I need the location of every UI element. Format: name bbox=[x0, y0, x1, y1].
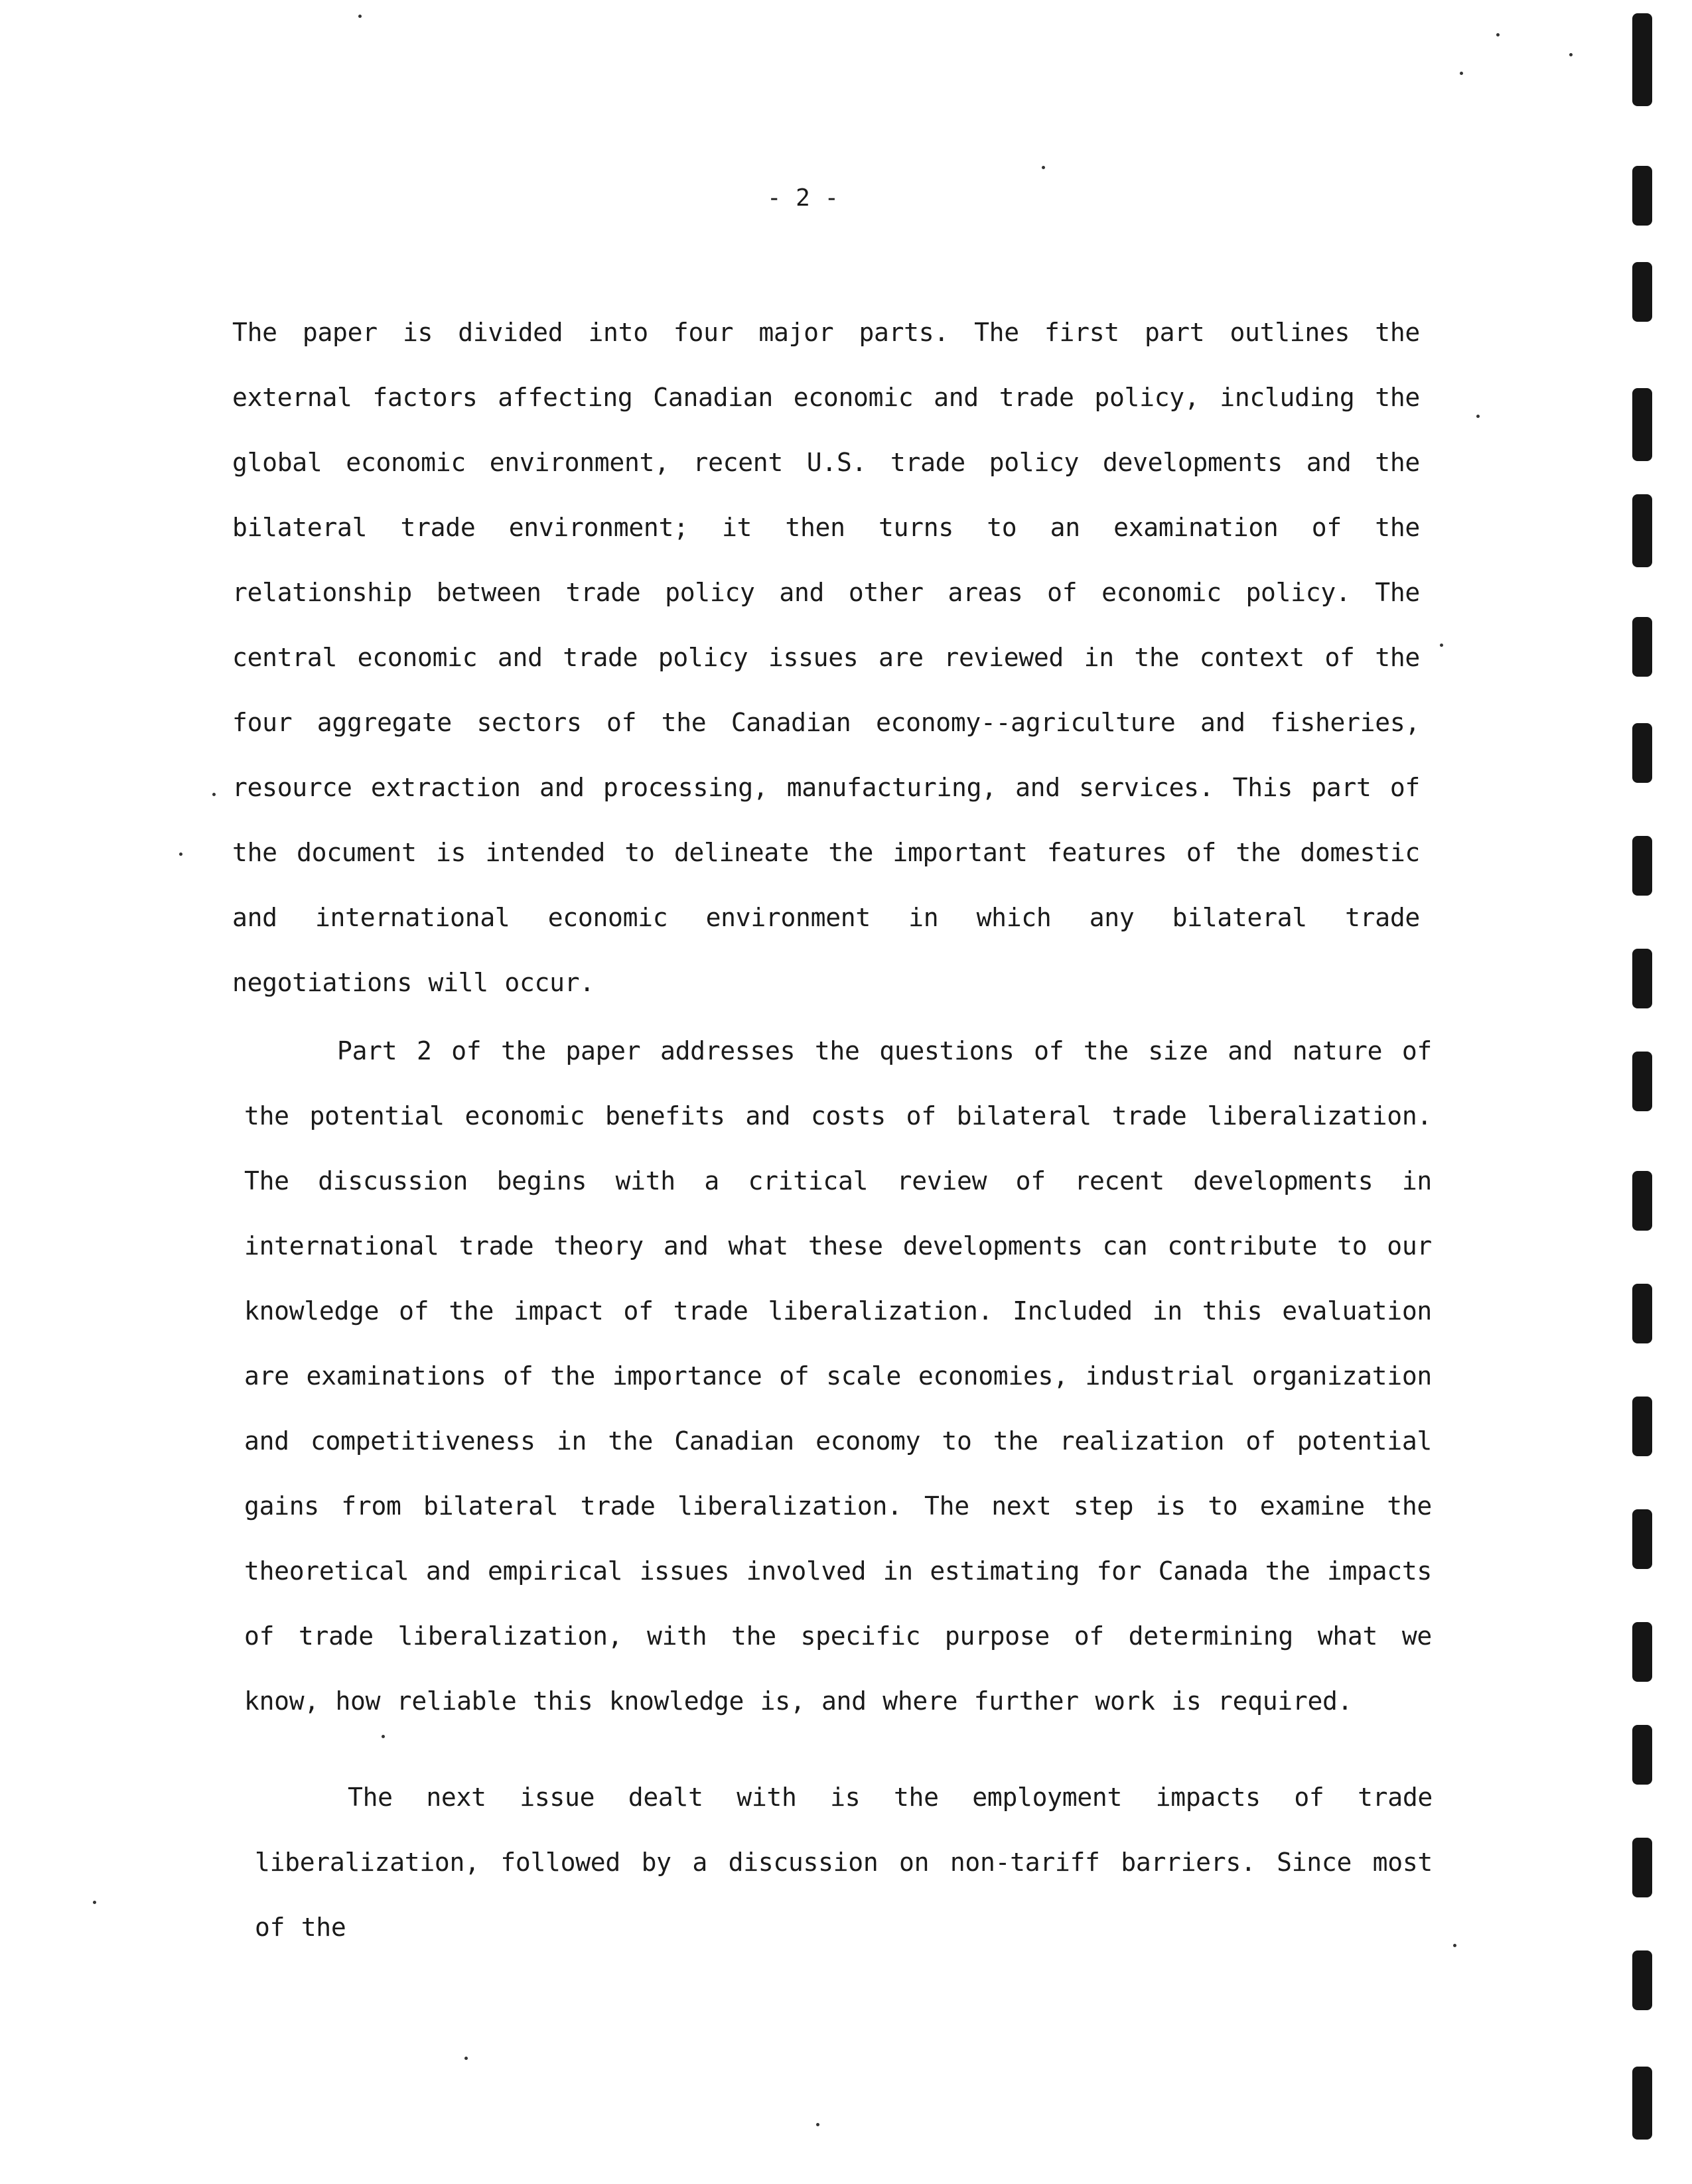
binder-mark bbox=[1632, 949, 1652, 1008]
scan-speck bbox=[1569, 53, 1573, 56]
scan-speck bbox=[1453, 1944, 1456, 1947]
paragraph-2 bbox=[244, 1018, 1432, 1734]
paragraph-1-text: The paper is divided into four major parts. The first part outlines the external factors affecting Canadian economic and trade policy, including the global economic environment, recent U.S. trade policy developments and the bilateral trade environment; it then turns to an examination of the relationship between trade policy and other areas of economic policy. The central economic and trade policy issues are reviewed in the context of the four aggregate sectors of the Canadian economy--agriculture and fisheries, resource extraction and processing, manufacturing, and services. This part of the document is intended to delineate the important features of the domestic and international economic environment in which any bilateral trade negotiations will occur. bbox=[232, 318, 1420, 997]
scan-speck bbox=[382, 1735, 385, 1738]
binder-mark bbox=[1632, 1509, 1652, 1569]
binder-mark bbox=[1632, 494, 1652, 567]
binder-mark bbox=[1632, 1622, 1652, 1682]
binder-mark bbox=[1632, 1725, 1652, 1785]
binder-mark bbox=[1632, 836, 1652, 896]
binder-mark bbox=[1632, 1397, 1652, 1456]
binder-mark bbox=[1632, 388, 1652, 461]
binder-mark bbox=[1632, 2067, 1652, 2140]
scan-speck bbox=[93, 1901, 96, 1904]
binder-mark bbox=[1632, 1171, 1652, 1231]
paragraph-2-text: Part 2 of the paper addresses the questions of the size and nature of the potential economic benefits and costs of bilateral trade liberalization. The discussion begins with a critical review of recent developments in international trade theory and what these developments can contribute to our knowledge of the impact of trade liberalization. Included in this evaluation are examinations of the importance of scale economies, industrial organization and competitiveness in the Canadian economy to the realization of potential gains from bilateral trade liberalization. The next step is to examine the theoretical and empirical issues involved in estimating for Canada the impacts of trade liberalization, with the specific purpose of determining what we know, how reliable this knowledge is, and where further work is required. bbox=[244, 1036, 1432, 1716]
scan-speck bbox=[358, 15, 362, 18]
paragraph-3-text: The next issue dealt with is the employment impacts of trade liberalization, followed by a discussion on non-tariff barriers. Since most of the bbox=[255, 1783, 1433, 1942]
binder-mark bbox=[1632, 1284, 1652, 1343]
binder-mark bbox=[1632, 262, 1652, 322]
binder-mark bbox=[1632, 1950, 1652, 2010]
scan-speck bbox=[816, 2123, 819, 2126]
paragraph-1 bbox=[232, 300, 1420, 1015]
scan-speck bbox=[1440, 644, 1443, 647]
binder-punch-strip bbox=[1619, 0, 1665, 2184]
scan-speck bbox=[464, 2057, 468, 2060]
binder-mark bbox=[1632, 13, 1652, 106]
binder-mark bbox=[1632, 166, 1652, 226]
scan-speck bbox=[1476, 415, 1480, 418]
scan-speck bbox=[212, 793, 216, 796]
scan-speck bbox=[1042, 166, 1045, 169]
page-number: - 2 - bbox=[766, 184, 839, 212]
binder-mark bbox=[1632, 1052, 1652, 1111]
scan-speck bbox=[1460, 72, 1463, 75]
scan-speck bbox=[179, 853, 182, 856]
paragraph-3 bbox=[255, 1765, 1433, 1960]
binder-mark bbox=[1632, 1838, 1652, 1897]
scan-speck bbox=[1496, 33, 1500, 36]
binder-mark bbox=[1632, 617, 1652, 677]
binder-mark bbox=[1632, 723, 1652, 783]
